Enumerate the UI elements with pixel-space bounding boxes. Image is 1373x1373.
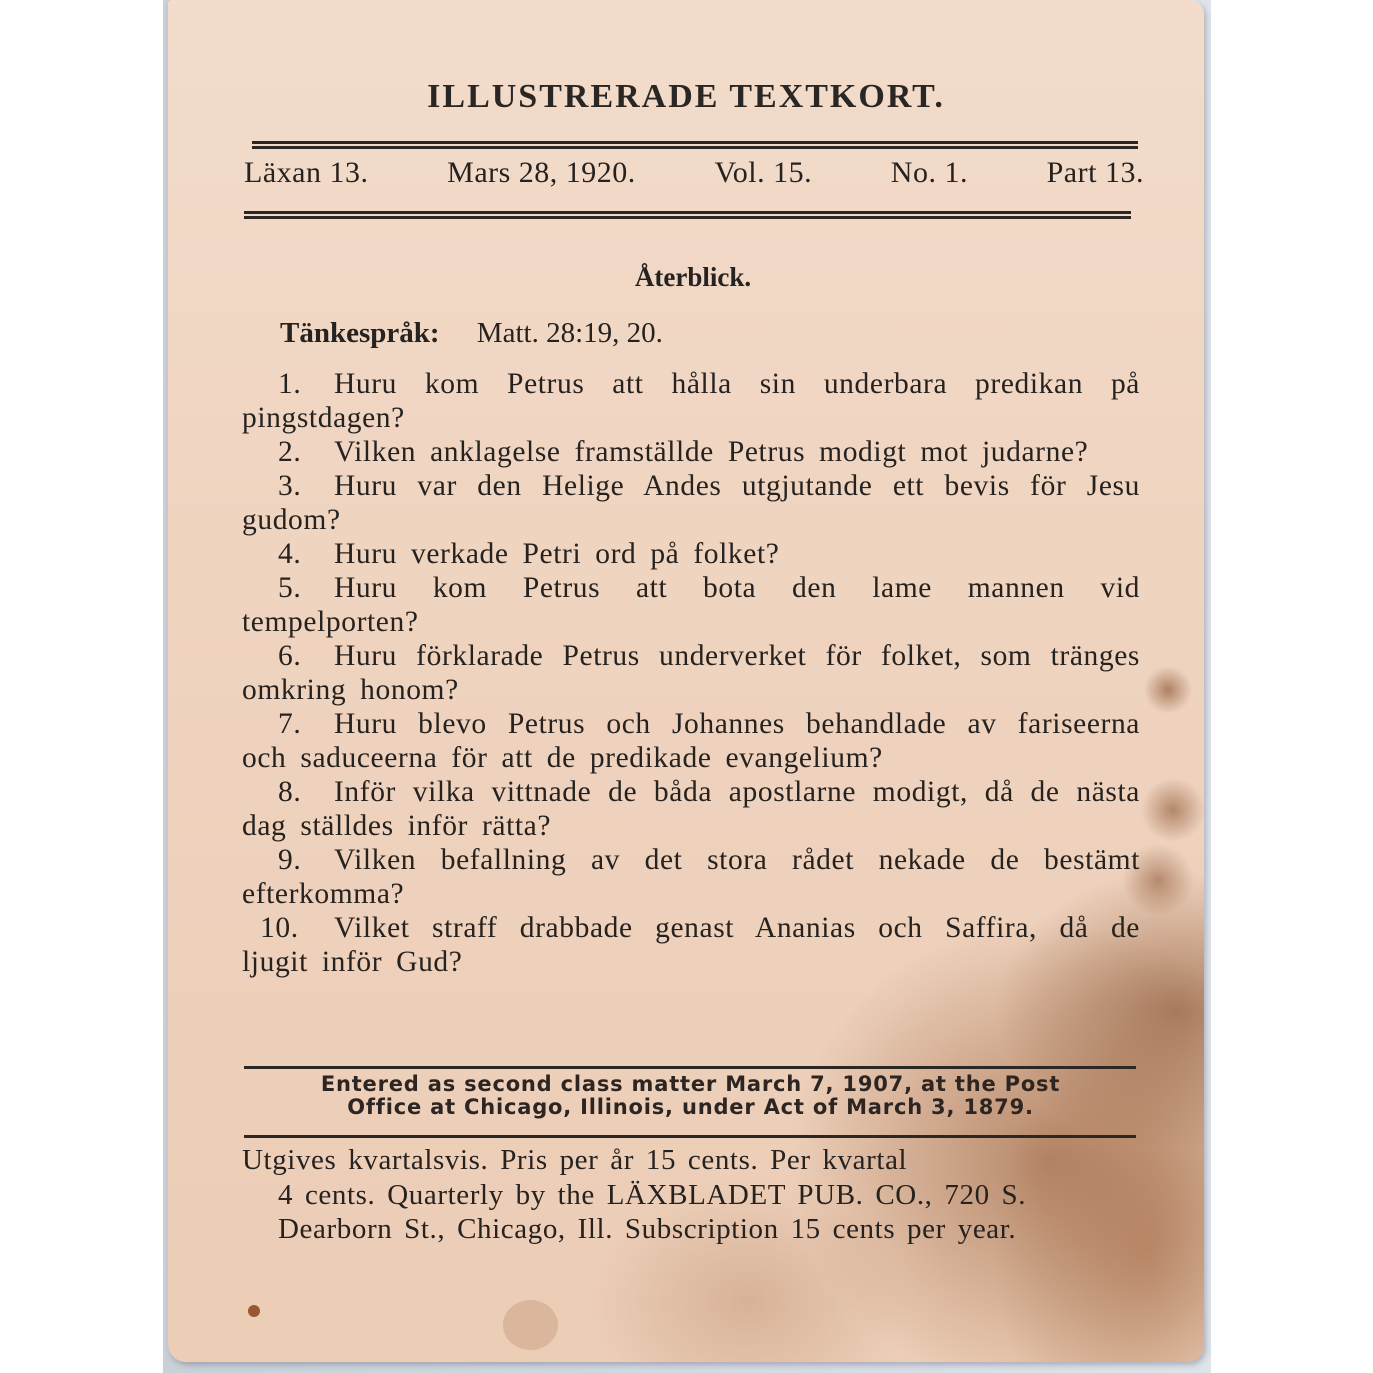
- question-item: [242, 911, 1140, 979]
- question-number: 5.: [278, 572, 302, 604]
- publisher-first-line: Utgives kvartalsvis. Pris per år 15 cents. Per kvartal: [242, 1144, 908, 1176]
- question-text: Huru kom Petrus att bota den lame mannen vid tempelporten?: [242, 572, 1140, 638]
- question-number: 4.: [278, 538, 302, 570]
- question-item: [242, 537, 1140, 571]
- postal-notice: [238, 1073, 1143, 1119]
- question-item: [242, 571, 1140, 639]
- question-item: [242, 707, 1140, 775]
- lesson-number: Läxan 13.: [244, 156, 369, 189]
- question-number: 10.: [260, 912, 299, 944]
- rule-above-postal: [244, 1066, 1136, 1069]
- stain-spot: [503, 1300, 558, 1350]
- question-text: Vilken anklagelse framställde Petrus modigt mot judarne?: [334, 436, 1089, 468]
- question-text: Huru kom Petrus att hålla sin underbara predikan på pingstdagen?: [242, 368, 1140, 434]
- question-number: 3.: [278, 470, 302, 502]
- question-number: 1.: [278, 368, 302, 400]
- question-text: Huru var den Helige Andes utgjutande ett bevis för Jesu gudom?: [242, 470, 1140, 536]
- card-title: ILLUSTRERADE TEXTKORT.: [427, 78, 945, 115]
- question-text: Huru verkade Petri ord på folket?: [334, 538, 780, 570]
- question-number: 9.: [278, 844, 302, 876]
- publisher-rest: 4 cents. Quarterly by the LÄXBLADET PUB. CO., 720 S. Dearborn St., Chicago, Ill. Subscription 15 cents per year.: [278, 1178, 1027, 1245]
- question-number: 6.: [278, 640, 302, 672]
- question-item: [242, 843, 1140, 911]
- question-number: 8.: [278, 776, 302, 808]
- memory-verse: [280, 317, 663, 350]
- question-number: 2.: [278, 436, 302, 468]
- question-text: Inför vilka vittnade de båda apostlarne modigt, då de nästa dag ställdes inför rätta?: [242, 776, 1140, 842]
- memory-verse-label: Tänkespråk:: [280, 317, 440, 349]
- rule-below-postal: [244, 1135, 1136, 1138]
- lesson-card: [168, 0, 1204, 1362]
- question-item: [242, 367, 1140, 435]
- question-text: Vilken befallning av det stora rådet nekade de bestämt efterkomma?: [242, 844, 1140, 910]
- double-rule-top: [252, 141, 1138, 149]
- volume-number: Vol. 15.: [714, 156, 813, 189]
- postal-notice-line-1: Entered as second class matter March 7, 1907, at the Post: [320, 1072, 1061, 1096]
- question-item: [242, 639, 1140, 707]
- issue-info-line: [244, 156, 1144, 190]
- double-rule-middle: [244, 211, 1131, 219]
- memory-verse-reference: Matt. 28:19, 20.: [476, 317, 663, 349]
- postal-notice-line-2: Office at Chicago, Illinois, under Act of March 3, 1879.: [347, 1095, 1034, 1119]
- question-list: [242, 367, 1140, 979]
- question-number: 7.: [278, 708, 302, 740]
- question-item: [242, 435, 1140, 469]
- question-text: Huru förklarade Petrus underverket för folket, som tränges omkring honom?: [242, 640, 1140, 706]
- question-item: [242, 775, 1140, 843]
- stain-spot: [248, 1305, 260, 1317]
- part-number: Part 13.: [1046, 156, 1144, 189]
- question-text: Huru blevo Petrus och Johannes behandlade av fariseerna och saduceerna för att de predikade evangelium?: [242, 708, 1140, 774]
- section-heading: Återblick.: [634, 262, 752, 292]
- publisher-info: [242, 1143, 1140, 1247]
- issue-number: No. 1.: [890, 156, 968, 189]
- issue-date: Mars 28, 1920.: [447, 156, 636, 189]
- question-item: [242, 469, 1140, 537]
- question-text: Vilket straff drabbade genast Ananias och Saffira, då de ljugit inför Gud?: [242, 912, 1140, 978]
